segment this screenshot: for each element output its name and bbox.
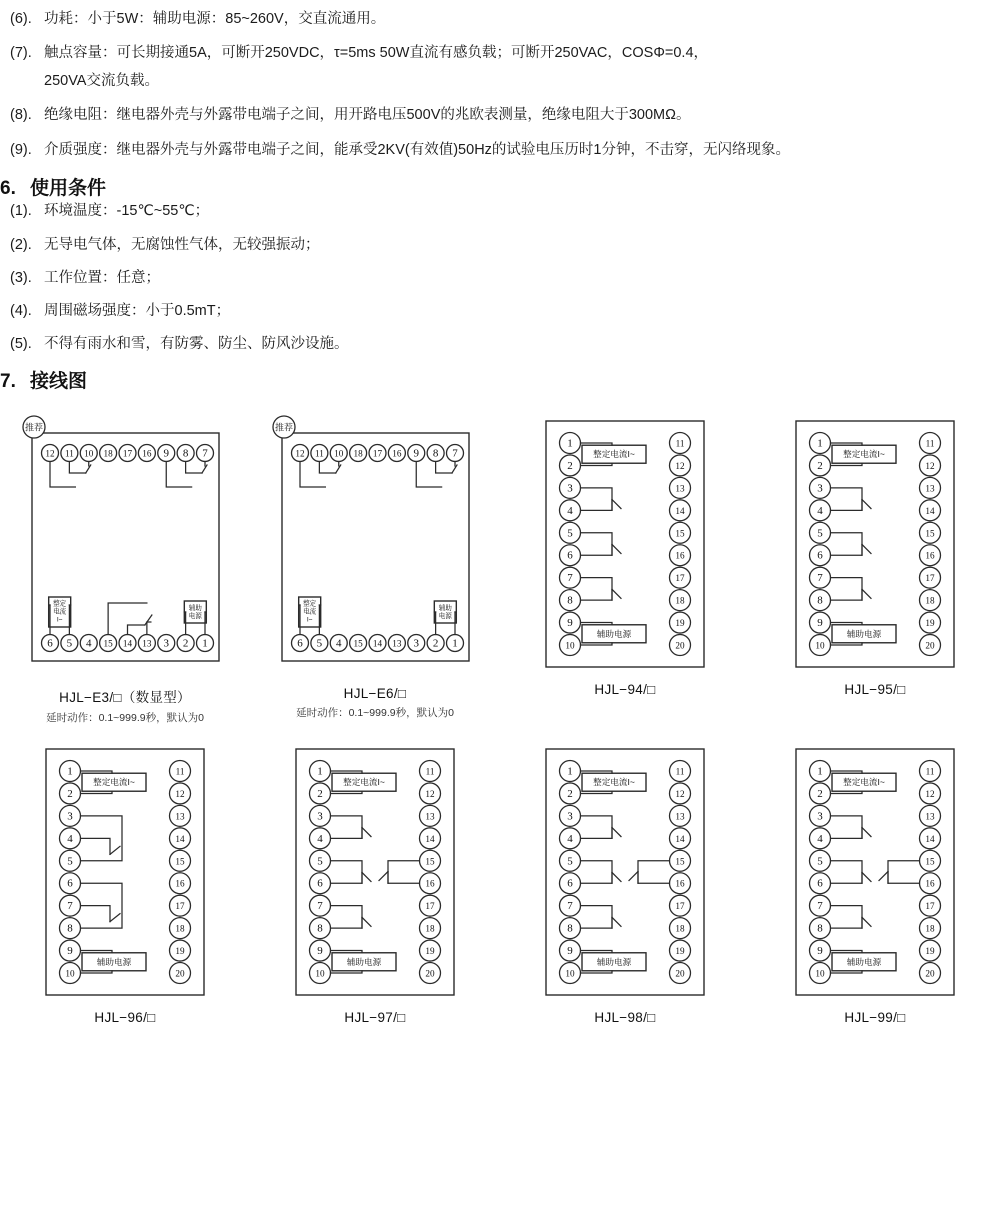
spec-text: 绝缘电阻：继电器外壳与外露带电端子之间，用开路电压500V的兆欧表测量，绝缘电阻大于300MΩ。	[44, 107, 691, 124]
svg-text:13: 13	[141, 638, 151, 649]
wiring-diagram-hjl-94	[500, 415, 750, 697]
specifications-list	[0, 0, 1000, 162]
svg-text:10: 10	[565, 640, 575, 651]
svg-text:11: 11	[314, 448, 324, 459]
svg-text:15: 15	[925, 528, 935, 539]
diagram-canvas	[540, 415, 710, 673]
svg-text:1: 1	[317, 765, 323, 778]
svg-text:整定电流I~: 整定电流I~	[593, 449, 635, 460]
svg-text:5: 5	[67, 855, 73, 868]
svg-text:辅助电源: 辅助电源	[96, 957, 132, 968]
svg-text:3: 3	[567, 482, 573, 495]
svg-text:11: 11	[675, 438, 685, 449]
svg-text:14: 14	[675, 506, 685, 517]
svg-text:电源: 电源	[188, 613, 202, 621]
svg-text:1: 1	[567, 437, 573, 450]
svg-text:9: 9	[567, 945, 573, 958]
svg-text:9: 9	[163, 447, 169, 460]
svg-text:16: 16	[425, 879, 435, 890]
svg-text:15: 15	[425, 856, 435, 867]
svg-text:10: 10	[333, 448, 343, 459]
svg-text:11: 11	[175, 766, 185, 777]
diagram-caption: HJL−98/□	[594, 1010, 656, 1026]
condition-item	[10, 333, 1000, 356]
svg-text:5: 5	[567, 855, 573, 868]
svg-text:整定电流I~: 整定电流I~	[843, 777, 885, 788]
svg-text:6: 6	[567, 878, 573, 891]
svg-text:6: 6	[817, 550, 823, 563]
svg-text:1: 1	[567, 765, 573, 778]
diagram-canvas	[40, 743, 210, 1001]
spec-item	[10, 42, 990, 93]
svg-text:I~: I~	[56, 616, 63, 624]
svg-text:9: 9	[67, 945, 73, 958]
diagram-caption: HJL−96/□	[94, 1010, 156, 1026]
svg-text:15: 15	[925, 856, 935, 867]
svg-text:19: 19	[425, 946, 435, 957]
svg-text:8: 8	[567, 594, 573, 607]
condition-text: 周围磁场强度：小于0.5mT；	[44, 302, 231, 319]
svg-text:3: 3	[817, 810, 823, 823]
condition-number: (3).	[10, 269, 32, 286]
svg-text:16: 16	[675, 879, 685, 890]
svg-text:6: 6	[567, 550, 573, 563]
diagram-row-bottom	[0, 743, 1000, 1025]
svg-text:17: 17	[175, 901, 185, 912]
svg-text:13: 13	[391, 638, 401, 649]
condition-text: 无导电气体，无腐蚀性气体，无较强振动；	[44, 236, 320, 253]
svg-text:20: 20	[675, 968, 685, 979]
svg-text:辅助电源: 辅助电源	[596, 957, 632, 968]
svg-text:4: 4	[567, 505, 573, 518]
svg-text:18: 18	[925, 923, 935, 934]
section-number: 6.	[0, 178, 16, 200]
svg-text:7: 7	[451, 447, 458, 460]
svg-text:4: 4	[317, 833, 323, 846]
spec-number: (6).	[10, 11, 32, 27]
diagram-canvas	[790, 743, 960, 1001]
section-title: 接线图	[30, 371, 88, 393]
svg-text:18: 18	[353, 448, 363, 459]
svg-text:18: 18	[103, 448, 113, 459]
svg-text:16: 16	[175, 879, 185, 890]
svg-text:13: 13	[925, 483, 935, 494]
svg-text:16: 16	[141, 448, 151, 459]
svg-text:整定电流I~: 整定电流I~	[343, 777, 385, 788]
svg-text:2: 2	[317, 788, 323, 801]
svg-text:整定电流I~: 整定电流I~	[843, 449, 885, 460]
svg-text:19: 19	[175, 946, 185, 957]
svg-text:6: 6	[296, 637, 303, 650]
svg-text:8: 8	[317, 922, 323, 935]
svg-text:13: 13	[425, 811, 435, 822]
svg-text:11: 11	[925, 766, 935, 777]
svg-text:14: 14	[925, 506, 935, 517]
diagram-caption: HJL−95/□	[844, 682, 906, 698]
svg-text:12: 12	[675, 789, 685, 800]
condition-item	[10, 234, 1000, 257]
svg-text:17: 17	[925, 573, 935, 584]
svg-text:2: 2	[567, 460, 573, 473]
svg-text:5: 5	[817, 527, 823, 540]
svg-text:电流: 电流	[302, 608, 316, 616]
svg-text:4: 4	[567, 833, 573, 846]
svg-text:3: 3	[317, 810, 323, 823]
section-heading-wiring-diagrams	[0, 366, 1000, 393]
svg-text:2: 2	[182, 637, 188, 650]
section-heading-usage-conditions	[0, 173, 1000, 200]
svg-text:10: 10	[315, 968, 325, 979]
svg-text:5: 5	[567, 527, 573, 540]
svg-text:4: 4	[67, 833, 73, 846]
svg-text:12: 12	[44, 448, 55, 459]
spec-number: (8).	[10, 107, 32, 124]
svg-text:10: 10	[565, 968, 575, 979]
wiring-diagram-hjl-e6	[250, 415, 500, 720]
svg-text:9: 9	[317, 945, 323, 958]
svg-text:9: 9	[817, 945, 823, 958]
diagram-canvas	[18, 415, 233, 677]
svg-text:3: 3	[67, 810, 73, 823]
svg-text:7: 7	[317, 900, 323, 913]
diagram-canvas	[268, 415, 483, 677]
svg-text:14: 14	[675, 834, 685, 845]
svg-text:1: 1	[67, 765, 73, 778]
svg-text:20: 20	[425, 968, 435, 979]
svg-text:7: 7	[201, 447, 208, 460]
wiring-diagram-hjl-e3	[0, 415, 250, 725]
condition-item	[10, 200, 1000, 223]
svg-text:辅助电源: 辅助电源	[846, 957, 882, 968]
svg-text:12: 12	[925, 461, 935, 472]
wiring-diagram-hjl-97	[250, 743, 500, 1025]
diagram-canvas	[790, 415, 960, 673]
svg-text:3: 3	[163, 637, 169, 650]
condition-text: 不得有雨水和雪，有防雾、防尘、防风沙设施。	[44, 336, 349, 353]
condition-number: (1).	[10, 203, 32, 220]
svg-text:15: 15	[103, 638, 113, 649]
svg-text:辅助: 辅助	[188, 605, 202, 613]
svg-text:12: 12	[925, 789, 935, 800]
svg-text:4: 4	[817, 505, 823, 518]
diagram-canvas	[290, 743, 460, 1001]
svg-text:15: 15	[675, 856, 685, 867]
svg-text:推荐: 推荐	[274, 422, 293, 433]
svg-text:15: 15	[675, 528, 685, 539]
svg-text:13: 13	[175, 811, 185, 822]
svg-text:I~: I~	[306, 616, 313, 624]
diagram-subcaption: 延时动作：0.1~999.9秒，默认为0	[46, 712, 204, 725]
section-title: 使用条件	[30, 178, 107, 200]
condition-item	[10, 267, 1000, 290]
spec-number: (9).	[10, 141, 32, 158]
svg-text:20: 20	[925, 968, 935, 979]
svg-text:4: 4	[335, 637, 341, 650]
svg-text:14: 14	[122, 638, 132, 649]
svg-text:5: 5	[316, 637, 322, 650]
svg-text:1: 1	[451, 637, 458, 650]
svg-text:6: 6	[817, 878, 823, 891]
svg-text:14: 14	[175, 834, 185, 845]
svg-text:辅助: 辅助	[438, 605, 452, 613]
svg-text:18: 18	[175, 923, 185, 934]
svg-text:2: 2	[67, 788, 73, 801]
spec-text: 介质强度：继电器外壳与外露带电端子之间，能承受2KV(有效值)50Hz的试验电压历时1分钟，不击穿，无闪络现象。	[44, 141, 790, 158]
svg-text:7: 7	[817, 572, 823, 585]
svg-text:18: 18	[675, 923, 685, 934]
condition-text: 环境温度：-15℃~55℃；	[44, 203, 210, 220]
svg-text:17: 17	[675, 901, 685, 912]
condition-number: (4).	[10, 302, 32, 319]
svg-text:14: 14	[372, 638, 382, 649]
svg-text:17: 17	[425, 901, 435, 912]
svg-text:2: 2	[432, 637, 438, 650]
svg-text:12: 12	[175, 789, 185, 800]
svg-text:4: 4	[817, 833, 823, 846]
svg-text:19: 19	[675, 946, 685, 957]
svg-text:8: 8	[432, 447, 438, 460]
svg-text:推荐: 推荐	[24, 422, 43, 433]
svg-text:电源: 电源	[438, 613, 452, 621]
svg-text:1: 1	[817, 437, 823, 450]
condition-item	[10, 300, 1000, 323]
svg-text:18: 18	[925, 595, 935, 606]
svg-text:6: 6	[67, 878, 73, 891]
wiring-diagrams-grid	[0, 415, 1000, 1025]
svg-text:辅助电源: 辅助电源	[596, 629, 632, 640]
diagram-caption: HJL−97/□	[344, 1010, 406, 1026]
svg-text:10: 10	[65, 968, 75, 979]
condition-number: (2).	[10, 236, 32, 253]
svg-text:19: 19	[925, 618, 935, 629]
svg-text:5: 5	[817, 855, 823, 868]
svg-text:8: 8	[182, 447, 188, 460]
svg-text:12: 12	[425, 789, 435, 800]
svg-text:18: 18	[425, 923, 435, 934]
svg-text:2: 2	[817, 788, 823, 801]
svg-text:6: 6	[46, 637, 53, 650]
svg-text:10: 10	[83, 448, 93, 459]
svg-text:7: 7	[567, 572, 573, 585]
svg-text:11: 11	[925, 438, 935, 449]
svg-text:12: 12	[294, 448, 305, 459]
wiring-diagram-hjl-99	[750, 743, 1000, 1025]
diagram-caption: HJL−99/□	[844, 1010, 906, 1026]
svg-text:1: 1	[817, 765, 823, 778]
diagram-caption: HJL−94/□	[594, 682, 656, 698]
diagram-canvas	[540, 743, 710, 1001]
wiring-diagram-hjl-98	[500, 743, 750, 1025]
svg-text:5: 5	[317, 855, 323, 868]
svg-text:整定电流I~: 整定电流I~	[93, 777, 135, 788]
svg-text:8: 8	[817, 922, 823, 935]
diagram-subcaption: 延时动作：0.1~999.9秒，默认为0	[296, 707, 454, 720]
spec-item	[10, 104, 990, 127]
svg-text:3: 3	[413, 637, 419, 650]
svg-text:13: 13	[675, 811, 685, 822]
svg-text:15: 15	[353, 638, 363, 649]
svg-text:7: 7	[67, 900, 73, 913]
spec-number: (7).	[10, 45, 32, 62]
svg-text:2: 2	[567, 788, 573, 801]
svg-text:辅助电源: 辅助电源	[346, 957, 382, 968]
wiring-diagram-hjl-95	[750, 415, 1000, 697]
svg-text:9: 9	[567, 617, 573, 630]
diagram-row-top	[0, 415, 1000, 725]
spec-item	[10, 8, 990, 31]
section-number: 7.	[0, 371, 16, 393]
svg-text:18: 18	[675, 595, 685, 606]
spec-text: 触点容量：可长期接通5A，可断开250VDC，τ=5ms 50W直流有感负载；可断开250VAC，COSΦ=0.4，	[44, 45, 709, 62]
svg-text:19: 19	[675, 618, 685, 629]
svg-text:6: 6	[317, 878, 323, 891]
svg-text:10: 10	[815, 640, 825, 651]
svg-text:13: 13	[675, 483, 685, 494]
svg-text:8: 8	[817, 594, 823, 607]
svg-text:20: 20	[175, 968, 185, 979]
svg-text:2: 2	[817, 460, 823, 473]
svg-text:15: 15	[175, 856, 185, 867]
svg-text:11: 11	[64, 448, 74, 459]
svg-text:辅助电源: 辅助电源	[846, 629, 882, 640]
svg-text:19: 19	[925, 946, 935, 957]
svg-text:14: 14	[925, 834, 935, 845]
svg-text:20: 20	[925, 640, 935, 651]
svg-text:7: 7	[567, 900, 573, 913]
spec-text: 功耗：小于5W：辅助电源：85~260V，交直流通用。	[44, 11, 386, 27]
svg-text:4: 4	[85, 637, 91, 650]
svg-text:20: 20	[675, 640, 685, 651]
svg-text:3: 3	[817, 482, 823, 495]
diagram-caption: HJL−E6/□	[343, 686, 407, 702]
spec-text-continuation: 250VA交流负载。	[44, 72, 159, 89]
svg-text:16: 16	[391, 448, 401, 459]
svg-text:10: 10	[815, 968, 825, 979]
svg-text:16: 16	[925, 879, 935, 890]
svg-text:整定: 整定	[302, 600, 316, 608]
svg-text:9: 9	[817, 617, 823, 630]
svg-text:14: 14	[425, 834, 435, 845]
svg-text:11: 11	[675, 766, 685, 777]
condition-text: 工作位置：任意；	[44, 269, 160, 286]
svg-text:16: 16	[925, 551, 935, 562]
svg-text:8: 8	[67, 922, 73, 935]
wiring-diagram-hjl-96	[0, 743, 250, 1025]
svg-text:13: 13	[925, 811, 935, 822]
diagram-caption: HJL−E3/□（数显型）	[59, 690, 191, 706]
svg-text:1: 1	[201, 637, 208, 650]
svg-text:5: 5	[66, 637, 72, 650]
svg-text:17: 17	[675, 573, 685, 584]
svg-text:3: 3	[567, 810, 573, 823]
svg-text:7: 7	[817, 900, 823, 913]
spec-item	[10, 139, 990, 162]
svg-text:12: 12	[675, 461, 685, 472]
svg-text:8: 8	[567, 922, 573, 935]
svg-text:整定: 整定	[52, 600, 66, 608]
svg-text:11: 11	[425, 766, 435, 777]
svg-text:17: 17	[925, 901, 935, 912]
usage-conditions-list	[0, 200, 1000, 356]
svg-text:9: 9	[413, 447, 419, 460]
svg-text:17: 17	[372, 448, 382, 459]
condition-number: (5).	[10, 336, 32, 353]
svg-text:17: 17	[122, 448, 132, 459]
svg-text:整定电流I~: 整定电流I~	[593, 777, 635, 788]
svg-text:16: 16	[675, 551, 685, 562]
svg-text:电流: 电流	[52, 608, 66, 616]
